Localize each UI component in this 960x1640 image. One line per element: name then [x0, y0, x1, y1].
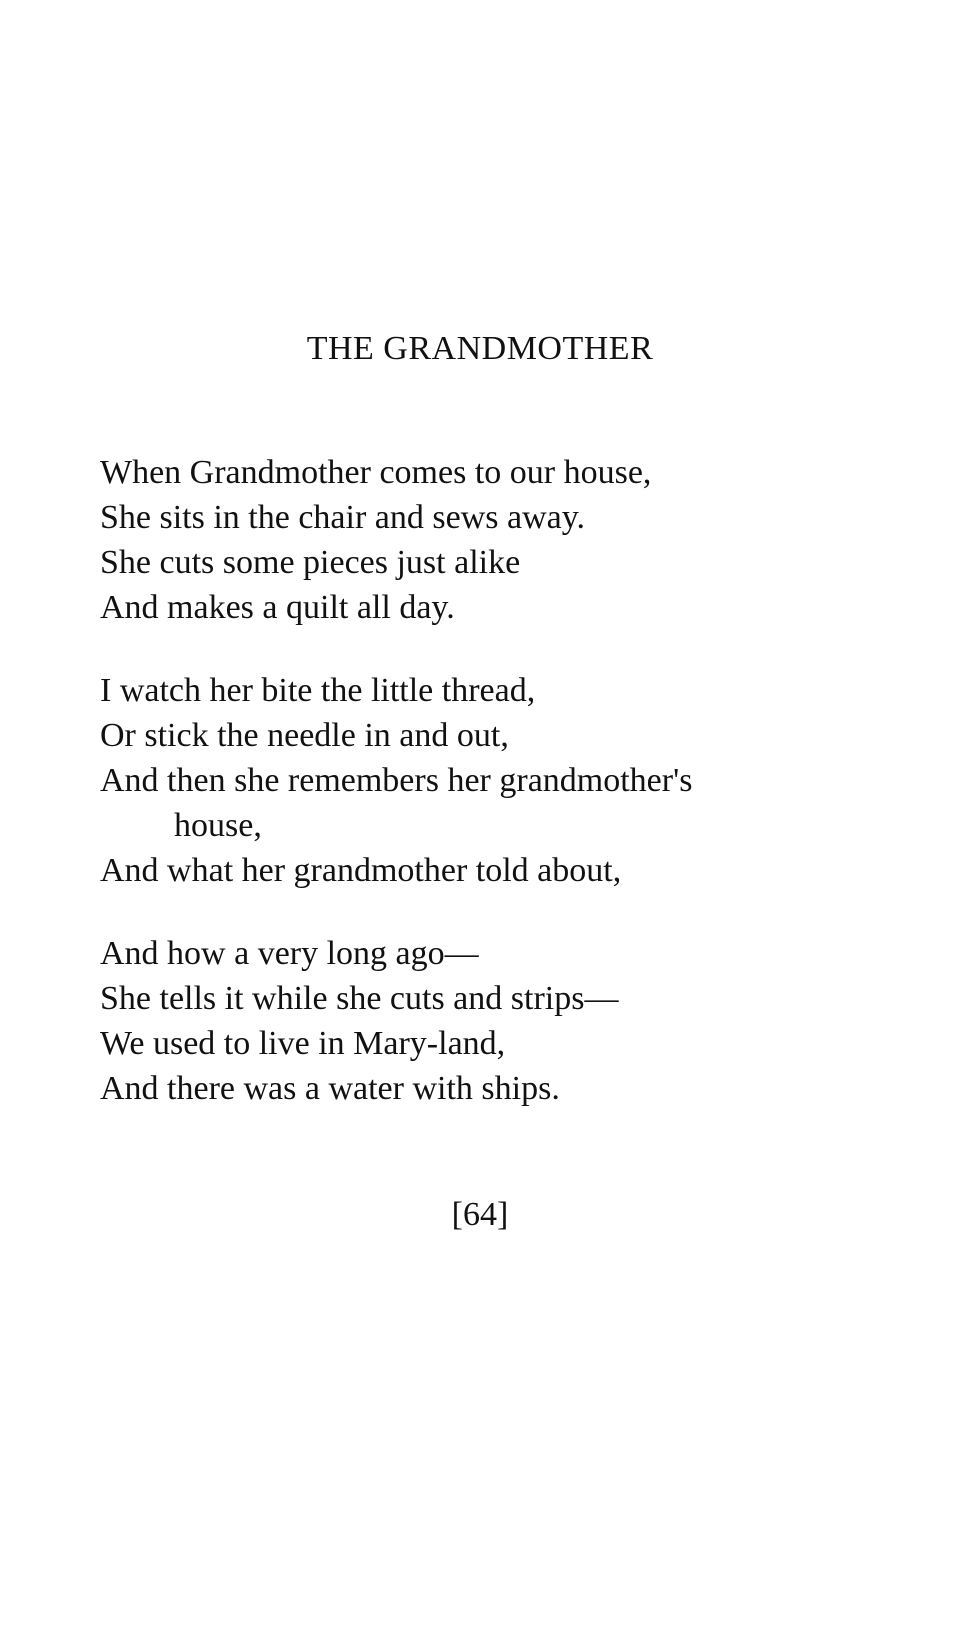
stanza-3 [100, 931, 900, 1111]
poem-title: THE GRANDMOTHER [306, 330, 654, 367]
poem-line: And how a very long ago— [100, 935, 479, 972]
stanza-2 [100, 668, 900, 893]
poem-body [100, 450, 900, 1149]
poem-line: I watch her bite the little thread, [100, 672, 536, 709]
poem-line: She sits in the chair and sews away. [100, 499, 586, 536]
poem-line: And then she remembers her grandmother's [100, 762, 693, 799]
stanza-1 [100, 450, 900, 630]
poem-line: She cuts some pieces just alike [100, 544, 521, 581]
poem-line: And there was a water with ships. [100, 1070, 560, 1107]
poem-line: And what her grandmother told about, [100, 852, 622, 889]
poem-line-continuation: house, [174, 807, 262, 844]
poem-line: She tells it while she cuts and strips— [100, 980, 619, 1017]
poem-line: When Grandmother comes to our house, [100, 454, 652, 491]
poem-line: Or stick the needle in and out, [100, 717, 509, 754]
poem-line: And makes a quilt all day. [100, 589, 455, 626]
page-number: [64] [451, 1196, 509, 1233]
poem-line: We used to live in Mary-land, [100, 1025, 506, 1062]
